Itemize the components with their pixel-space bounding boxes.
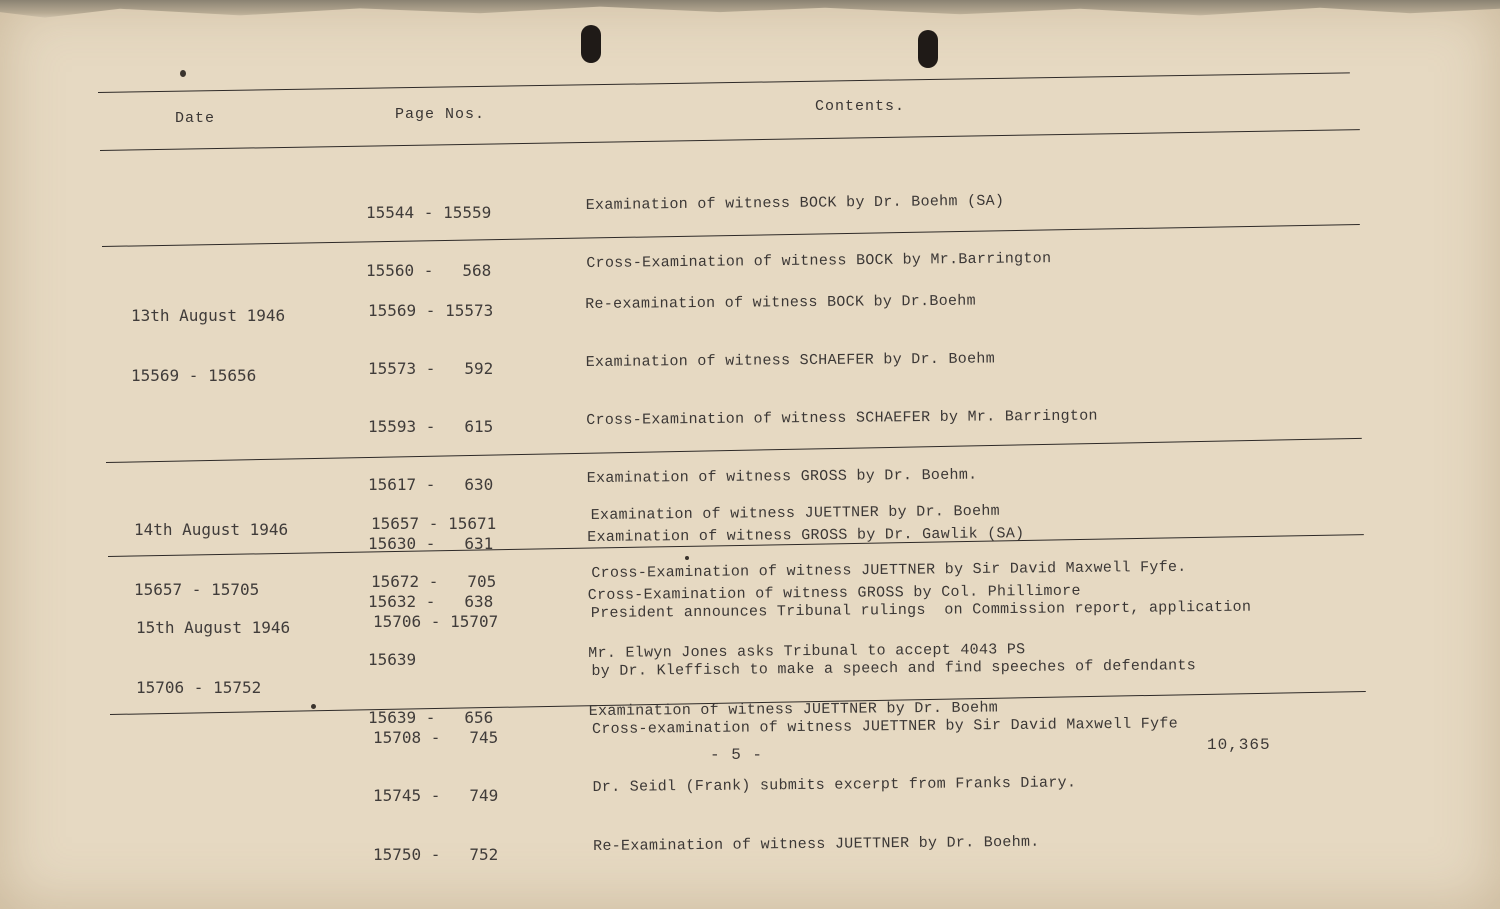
page-range: 15560 - 568 — [366, 261, 492, 281]
content-entry: Examination of witness SCHAEFER by Dr. Boehm — [585, 350, 996, 372]
rule-header-bottom — [100, 129, 1360, 151]
content-entry: Examination of witness JUETTNER by Dr. Boehm — [590, 502, 1001, 524]
page-range: 15639 - 656 — [368, 708, 494, 728]
page-range: 15750 - 752 — [373, 844, 499, 864]
content-entry: Re-Examination of witness JUETTNER by Dr. Boehm. — [593, 833, 1040, 855]
page-range: 15617 - 630 — [368, 475, 494, 495]
section-3-contents — [587, 559, 1254, 895]
page-range: 15632 - 638 — [368, 591, 494, 611]
page-number: - 5 - — [710, 746, 764, 764]
ink-speck — [311, 704, 316, 709]
header-page-label: Page Nos. — [395, 106, 486, 123]
content-entry: Examination of witness GROSS by Dr. Gawlik (SA) — [587, 524, 1025, 546]
content-entry: Examination of witness BOCK by Dr. Boehm (SA) — [585, 192, 1005, 214]
page-range: 15672 - 705 — [371, 572, 497, 592]
page-range: 15630 - 631 — [368, 533, 494, 553]
session-page-range: 15657 - 15705 — [134, 580, 260, 599]
page-range — [373, 670, 498, 689]
content-entry: President announces Tribunal rulings on Commission report, application — [590, 598, 1252, 622]
page-range: 15706 - 15707 — [373, 611, 499, 631]
content-entry: Cross-Examination of witness JUETTNER by Sir David Maxwell Fyfe. — [591, 558, 1187, 583]
section-3-pages — [373, 573, 498, 903]
content-entry: by Dr. Kleffisch to make a speech and find speeches of defendants — [591, 657, 1197, 681]
header-date-label: Date — [175, 110, 216, 127]
session-page-range: 15706 - 15752 — [136, 678, 262, 697]
section-1-date — [131, 266, 285, 426]
session-date: 13th August 1946 — [131, 306, 286, 325]
page-range: 15745 - 749 — [373, 786, 499, 806]
page-range: 15657 - 15671 — [371, 513, 497, 533]
punch-hole-left — [581, 25, 601, 63]
content-entry: Re-examination of witness BOCK by Dr.Boehm — [585, 292, 976, 313]
content-entry: Cross-Examination of witness SCHAEFER by Mr. Barrington — [586, 407, 1098, 430]
document-number: 10,365 — [1207, 736, 1271, 754]
page-range: 15708 - 745 — [373, 728, 499, 748]
page-range: 15569 - 15573 — [368, 300, 494, 320]
ink-speck — [180, 70, 186, 77]
page-range: 15593 - 615 — [368, 417, 494, 437]
punch-hole-right — [918, 30, 938, 68]
page-range: 15544 - 15559 — [366, 202, 492, 222]
content-entry: Mr. Elwyn Jones asks Tribunal to accept 4043 PS — [588, 641, 1026, 663]
header-contents-label: Contents. — [815, 98, 906, 115]
torn-top-edge — [0, 0, 1500, 22]
session-date: 14th August 1946 — [134, 520, 289, 539]
content-entry: Cross-Examination of witness BOCK by Mr.Barrington — [586, 250, 1052, 273]
page-range: 15573 - 592 — [368, 359, 494, 379]
content-entry: Examination of witness GROSS by Dr. Boehm. — [586, 467, 978, 488]
rule-top — [98, 72, 1350, 93]
session-date: 15th August 1946 — [136, 618, 291, 637]
session-page-range: 15569 - 15656 — [131, 366, 257, 385]
page-range: 15639 — [368, 650, 417, 670]
content-entry: Cross-examination of witness JUETTNER by Sir David Maxwell Fyfe — [591, 715, 1179, 739]
content-entry: Examination of witness JUETTNER by Dr. Boehm — [588, 699, 999, 721]
content-entry: Cross-Examination of witness GROSS by Col. Phillimore — [587, 582, 1081, 604]
section-3-date — [136, 578, 290, 738]
content-entry: Dr. Seidl (Frank) submits excerpt from Franks Diary. — [592, 774, 1077, 797]
